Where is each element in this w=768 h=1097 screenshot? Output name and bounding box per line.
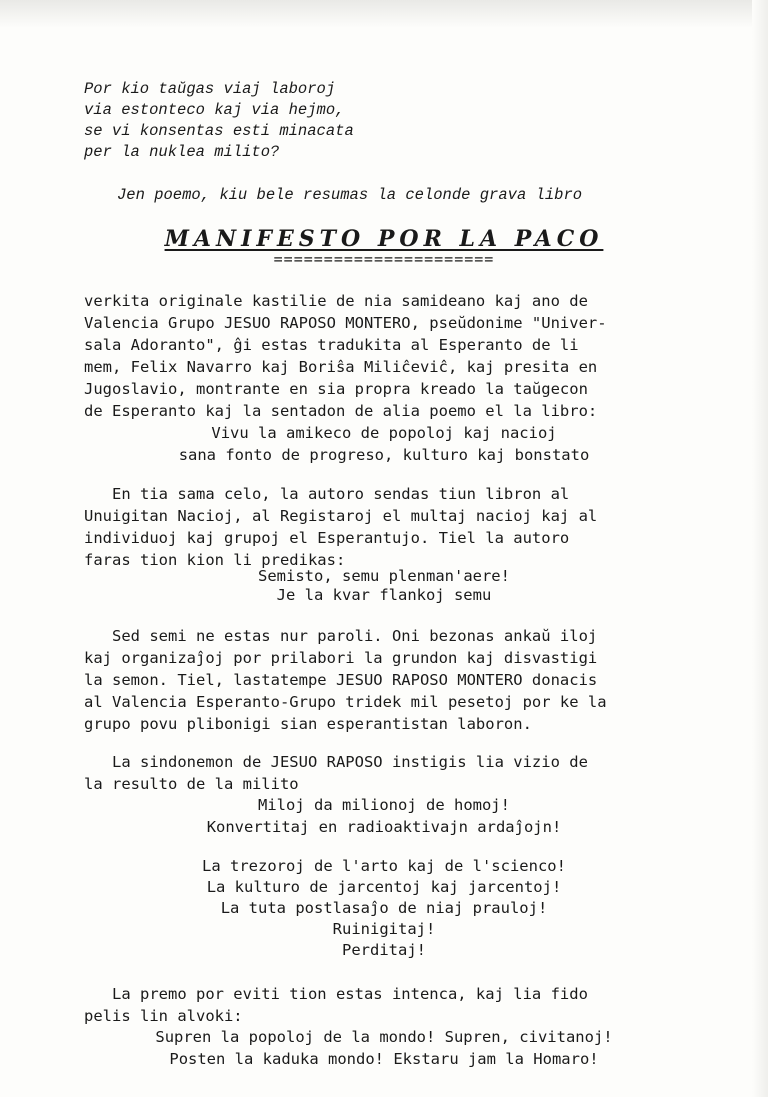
quote-line: Semisto, semu plenman'aere! xyxy=(258,567,510,585)
quote-line: Konvertitaj en radioaktivajn ardaĵojn! xyxy=(206,818,562,836)
quote-line: Ruinigitaj! xyxy=(332,920,436,938)
quote-line: sana fonto de progreso, kulturo kaj bonstato xyxy=(178,446,590,464)
quote-line: Miloj da milionoj de homoj! xyxy=(258,796,510,814)
paragraph-line: mem, Felix Navarro kaj Boriŝa Miliĉeviĉ, kaj presita en xyxy=(84,358,598,376)
intro-verse-line: via estonteco kaj via hejmo, xyxy=(84,101,345,119)
paragraph-line: kaj organizaĵoj por prilabori la grundon kaj disvastigi xyxy=(84,649,598,667)
paragraph-line: grupo povu plibonigi sian esperantistan laboron. xyxy=(84,715,532,733)
paragraph-line: al Valencia Esperanto-Grupo tridek mil pesetoj por ke la xyxy=(84,693,607,711)
book-title: MANIFESTO POR LA PACO xyxy=(164,226,604,252)
paragraph-line: Unuigitan Nacioj, al Registaroj el multaj nacioj kaj al xyxy=(84,507,598,525)
paragraph-line: pelis lin alvoki: xyxy=(84,1007,243,1025)
quote-line: La trezoroj de l'arto kaj de l'scienco! xyxy=(202,857,566,875)
quote-line: Supren la popoloj de la mondo! Supren, civitanoj! xyxy=(155,1028,613,1046)
quote-line: Vivu la amikeco de popoloj kaj nacioj xyxy=(211,424,557,442)
paragraph-line: Valencia Grupo JESUO RAPOSO MONTERO, pseŭdonime "Univer- xyxy=(84,314,607,332)
quote-line: Je la kvar flankoj semu xyxy=(276,586,492,604)
scan-top-shadow xyxy=(0,0,768,28)
paragraph-line: Sed semi ne estas nur paroli. Oni bezonas ankaŭ iloj xyxy=(84,627,598,645)
paragraph-line: La sindonemon de JESUO RAPOSO instigis lia vizio de xyxy=(84,753,588,771)
paragraph-line: Jugoslavio, montrante en sia propra kreado la taŭgecon xyxy=(84,380,588,398)
title-rule: ====================== xyxy=(273,250,495,268)
paragraph-line: la semon. Tiel, lastatempe JESUO RAPOSO MONTERO donacis xyxy=(84,671,598,689)
quote-line: Posten la kaduka mondo! Ekstaru jam la Homaro! xyxy=(169,1050,599,1068)
paragraph-line: de Esperanto kaj la sentadon de alia poemo el la libro: xyxy=(84,402,598,420)
quote-line: Perditaj! xyxy=(342,941,426,959)
intro-verse-line: Por kio taŭgas viaj laboroj xyxy=(84,80,336,98)
lead-line: Jen poemo, kiu bele resumas la celonde grava libro xyxy=(117,186,583,204)
paragraph-line: la resulto de la milito xyxy=(84,775,299,793)
intro-verse-line: se vi konsentas esti minacata xyxy=(84,122,354,140)
intro-verse-line: per la nuklea milito? xyxy=(84,143,280,161)
quote-line: La kulturo de jarcentoj kaj jarcentoj! xyxy=(206,878,562,896)
paragraph-line: faras tion kion li predikas: xyxy=(84,551,346,569)
paragraph-line: En tia sama celo, la autoro sendas tiun libron al xyxy=(84,485,570,503)
paragraph-line: verkita originale kastilie de nia samideano kaj ano de xyxy=(84,292,588,310)
paragraph-line: sala Adoranto", ĝi estas tradukita al Esperanto de li xyxy=(84,336,579,354)
quote-line: La tuta postlasaĵo de niaj prauloj! xyxy=(220,899,548,917)
paragraph-line: individuoj kaj grupoj el Esperantujo. Tiel la autoro xyxy=(84,529,570,547)
paragraph-line: La premo por eviti tion estas intenca, kaj lia fido xyxy=(84,985,588,1003)
